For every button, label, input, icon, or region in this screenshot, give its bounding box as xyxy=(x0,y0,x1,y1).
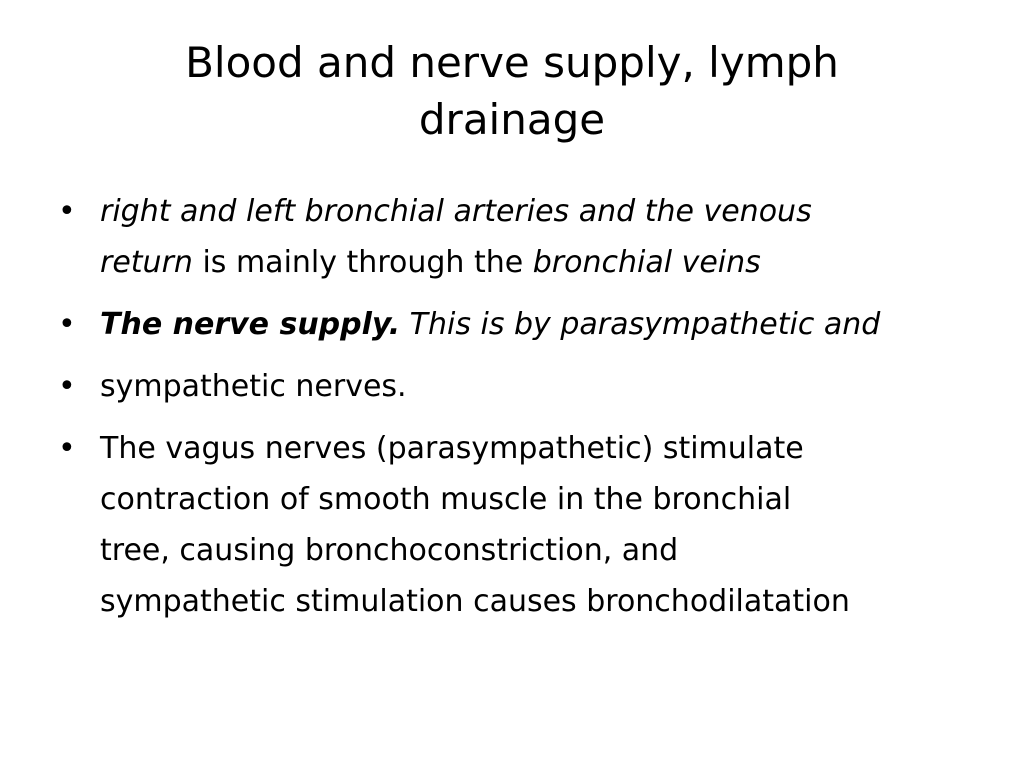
bullet-line xyxy=(100,361,973,412)
text-run: is mainly through the xyxy=(192,245,533,280)
bullet-marker: • xyxy=(58,369,76,404)
text-run: contraction of smooth muscle in the bronchial xyxy=(100,482,792,517)
slide-title xyxy=(80,34,944,148)
bullet-list xyxy=(58,186,973,638)
bullet-line xyxy=(100,186,973,237)
text-run: The vagus nerves (parasympathetic) stimulate xyxy=(100,431,804,466)
bullet-item-bronchial-supply xyxy=(58,186,973,288)
bullet-line xyxy=(100,525,973,576)
text-run: return xyxy=(100,245,193,280)
bullet-marker: • xyxy=(58,307,76,342)
text-run: sympathetic nerves. xyxy=(100,369,407,404)
bullet-item-vagus xyxy=(58,423,973,627)
bullet-item-nerve-supply xyxy=(58,299,973,350)
bullet-marker: • xyxy=(58,431,76,466)
bullet-line xyxy=(100,237,973,288)
bullet-line xyxy=(100,576,973,627)
bullet-line xyxy=(100,423,973,474)
text-run: right and left bronchial arteries and the venous xyxy=(100,194,812,229)
text-run: sympathetic stimulation causes bronchodilatation xyxy=(100,584,850,619)
text-run: bronchial veins xyxy=(532,245,761,280)
bullet-line xyxy=(100,299,973,350)
bullet-line xyxy=(100,474,973,525)
title-line-1: Blood and nerve supply, lymph xyxy=(185,38,839,87)
bullet-marker: • xyxy=(58,194,76,229)
text-run: tree, causing bronchoconstriction, and xyxy=(100,533,679,568)
title-line-2: drainage xyxy=(418,95,606,144)
text-run: This is by parasympathetic and xyxy=(400,307,881,342)
text-run: The nerve supply. xyxy=(100,307,401,342)
bullet-item-sympathetic xyxy=(58,361,973,412)
